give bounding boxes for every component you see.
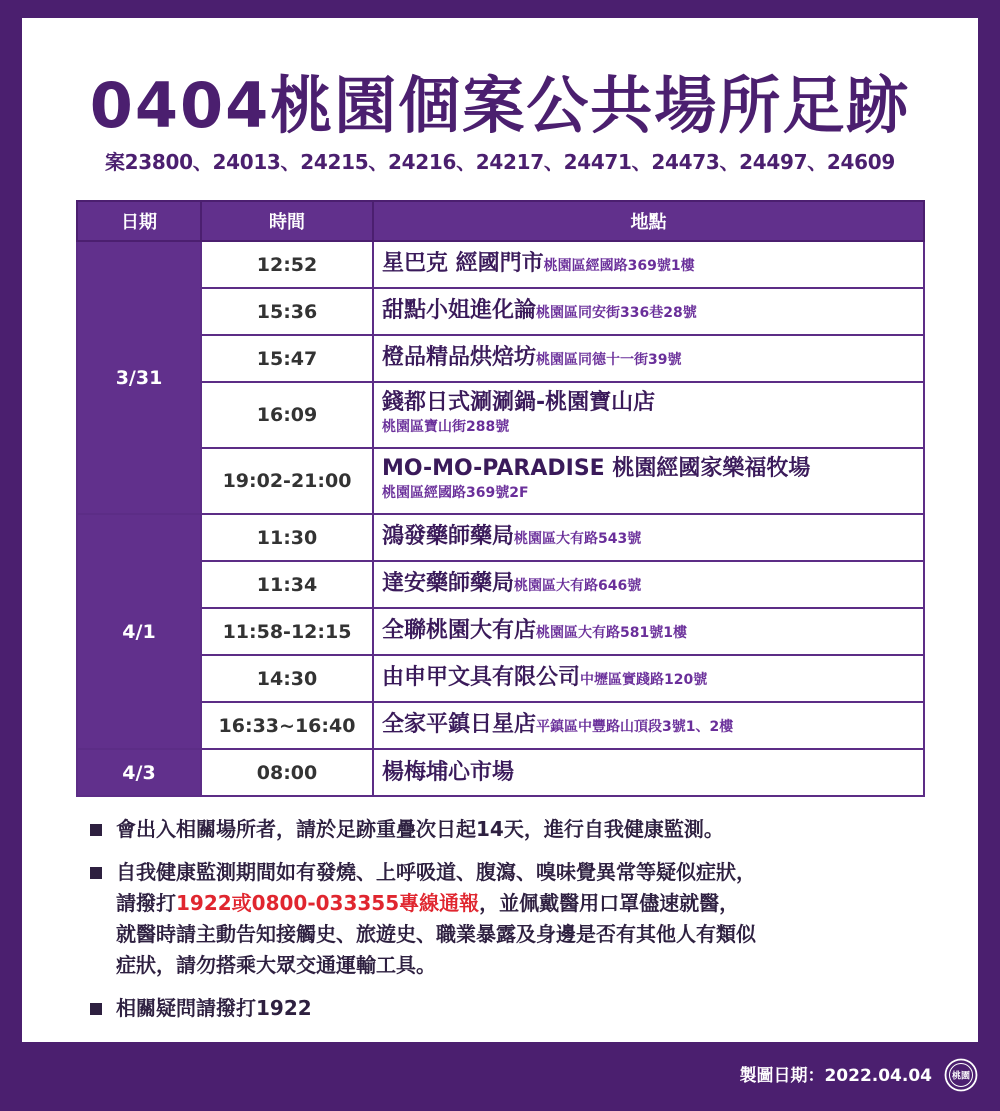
- place-cell: [373, 655, 924, 702]
- time-cell: 11:58-12:15: [201, 608, 373, 655]
- place-address: 桃園區經國路369號2F: [382, 485, 529, 501]
- time-cell: 16:33~16:40: [201, 702, 373, 749]
- place-cell: [373, 608, 924, 655]
- place-cell: [373, 514, 924, 561]
- table-row: [77, 749, 924, 796]
- table-row: [77, 655, 924, 702]
- page-title: 0404桃園個案公共場所足跡: [89, 69, 911, 142]
- header-date: 日期: [77, 201, 201, 241]
- place-name: 全聯桃園大有店: [382, 617, 537, 643]
- header-place: 地點: [373, 201, 924, 241]
- footprint-table: [76, 200, 925, 797]
- table-row: [77, 702, 924, 749]
- place-name: 由申甲文具有限公司: [382, 664, 581, 690]
- table-row: [77, 448, 924, 514]
- poster-card: [22, 18, 978, 1042]
- place-address: 桃園區寶山街288號: [382, 419, 510, 435]
- place-address: 桃園區經國路369號1樓: [543, 257, 695, 274]
- table-row: [77, 382, 924, 448]
- place-address: 桃園區大有路646號: [514, 577, 642, 594]
- place-address: 桃園區同德十一街39號: [536, 351, 682, 368]
- time-cell: 11:30: [201, 514, 373, 561]
- place-cell: [373, 448, 924, 514]
- table-body: [77, 241, 924, 796]
- place-cell: [373, 749, 924, 796]
- place-cell: [373, 382, 924, 448]
- place-cell: [373, 241, 924, 288]
- place-name: 楊梅埔心市場: [382, 759, 515, 785]
- note-text: 會出入相關場所者，請於足跡重疊次日起14天，進行自我健康監測。: [116, 817, 724, 841]
- note-text: 就醫時請主動告知接觸史、旅遊史、職業暴露及身邊是否有其他人有類似: [116, 922, 756, 946]
- hotline-highlight: 1922或0800-033355專線通報: [176, 891, 480, 915]
- table-row: [77, 288, 924, 335]
- time-cell: 16:09: [201, 382, 373, 448]
- time-cell: 08:00: [201, 749, 373, 796]
- time-cell: 19:02-21:00: [201, 448, 373, 514]
- note-text: 症狀，請勿搭乘大眾交通運輸工具。: [116, 953, 436, 977]
- note-text: [116, 888, 756, 919]
- place-name: 鴻發藥師藥局: [382, 523, 515, 549]
- place-name: MO-MO-PARADISE 桃園經國家樂福牧場: [382, 456, 811, 481]
- taoyuan-seal-icon: [944, 1058, 978, 1092]
- table-header-row: [77, 201, 924, 241]
- square-bullet-icon: [90, 824, 102, 836]
- place-name: 達安藥師藥局: [382, 570, 515, 596]
- place-cell: [373, 335, 924, 382]
- table-row: [77, 561, 924, 608]
- note-text-part: ，並佩戴醫用口罩儘速就醫，: [479, 891, 740, 915]
- note-item: [90, 814, 950, 845]
- date-cell: 4/3: [77, 749, 201, 796]
- square-bullet-icon: [90, 867, 102, 879]
- note-text: 自我健康監測期間如有發燒、上呼吸道、腹瀉、嗅味覺異常等疑似症狀，: [116, 860, 756, 884]
- place-address: 中壢區實踐路120號: [580, 671, 708, 688]
- place-name: 全家平鎮日星店: [382, 711, 537, 737]
- note-text-part: 請撥打: [116, 891, 176, 915]
- place-address: 桃園區同安街336巷28號: [536, 304, 697, 321]
- table-row: [77, 335, 924, 382]
- note-item: [90, 857, 950, 981]
- place-cell: [373, 288, 924, 335]
- date-cell: 4/1: [77, 514, 201, 749]
- table-row: [77, 514, 924, 561]
- notes-section: [90, 814, 950, 1036]
- table-row: [77, 608, 924, 655]
- place-cell: [373, 702, 924, 749]
- chart-date: 製圖日期：2022.04.04: [739, 1066, 932, 1086]
- seal-text: 桃園: [951, 1071, 971, 1082]
- place-address: 平鎮區中豐路山頂段3號1、2樓: [536, 718, 734, 735]
- note-text: 相關疑問請撥打1922: [116, 996, 312, 1020]
- place-name: 星巴克 經國門市: [382, 250, 544, 276]
- note-item: [90, 993, 950, 1024]
- place-address: 桃園區大有路581號1樓: [536, 624, 687, 641]
- place-address: 桃園區大有路543號: [514, 530, 642, 547]
- place-name: 錢都日式涮涮鍋-桃園寶山店: [382, 390, 656, 415]
- time-cell: 15:36: [201, 288, 373, 335]
- date-cell: 3/31: [77, 241, 201, 514]
- header-time: 時間: [201, 201, 373, 241]
- time-cell: 11:34: [201, 561, 373, 608]
- time-cell: 15:47: [201, 335, 373, 382]
- place-cell: [373, 561, 924, 608]
- square-bullet-icon: [90, 1003, 102, 1015]
- time-cell: 14:30: [201, 655, 373, 702]
- time-cell: 12:52: [201, 241, 373, 288]
- place-name: 橙品精品烘焙坊: [382, 344, 537, 370]
- table-row: [77, 241, 924, 288]
- case-numbers: 案23800、24013、24215、24216、24217、24471、24473、24497、24609: [104, 150, 896, 174]
- place-name: 甜點小姐進化論: [382, 297, 537, 323]
